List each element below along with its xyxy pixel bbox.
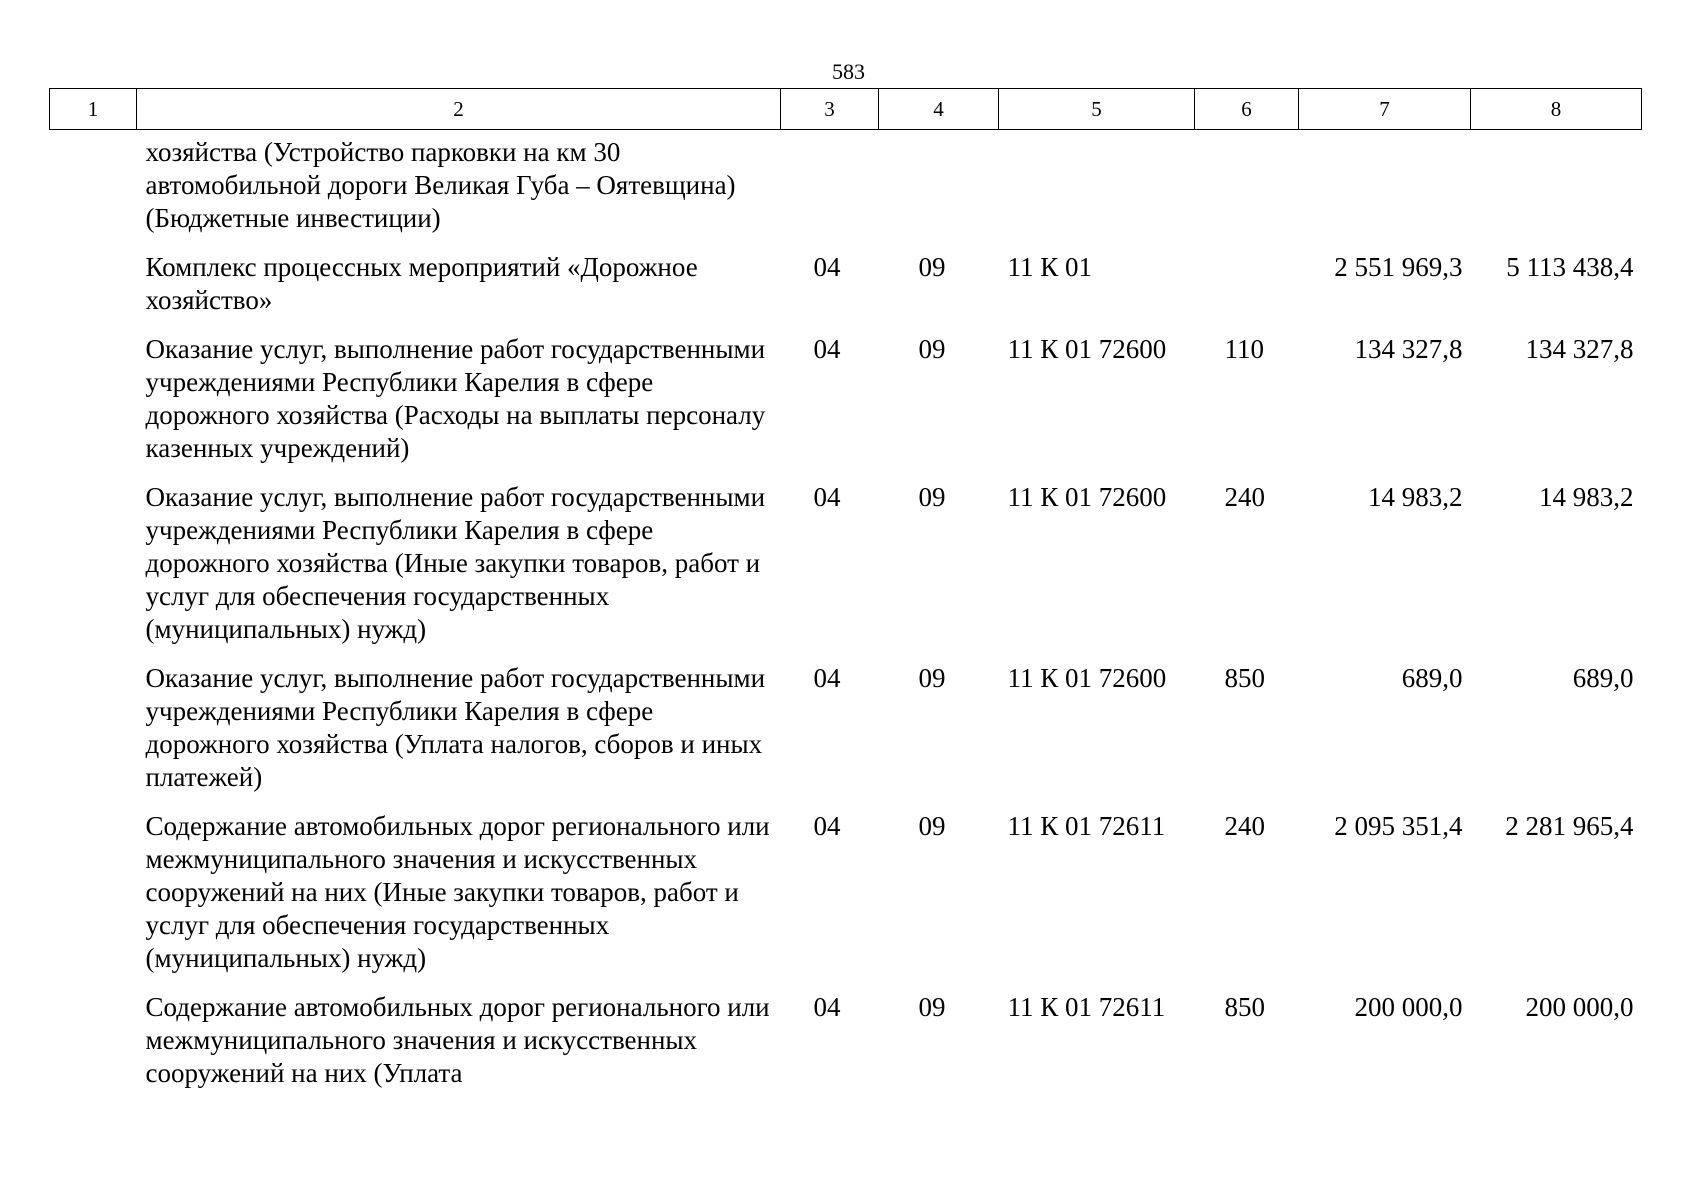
row-amount-col7: 689,0 xyxy=(1401,663,1463,693)
empty-cell xyxy=(781,130,879,252)
row-subsection: 09 xyxy=(918,992,946,1022)
table-row xyxy=(50,481,1642,662)
row-target-article: 11 К 01 72611 xyxy=(1007,992,1166,1022)
row-target-article: 11 К 01 xyxy=(1007,252,1093,282)
row-subsection: 09 xyxy=(918,334,946,364)
empty-cell xyxy=(879,130,999,252)
row-target-article: 11 К 01 72600 xyxy=(1007,334,1167,364)
budget-table xyxy=(49,88,1642,1106)
row-amount-col8: 14 983,2 xyxy=(1539,482,1634,512)
row-subsection: 09 xyxy=(918,252,946,282)
row-description: Содержание автомобильных дорог регионального или межмуниципального значения и искусственных сооружений на них (Уплата xyxy=(145,992,770,1088)
table-row xyxy=(50,810,1642,991)
row-expense-type xyxy=(1195,251,1299,333)
column-number-8: 8 xyxy=(1471,89,1642,130)
row-target-article: 11 К 01 72600 xyxy=(1007,663,1167,693)
row-amount-col7: 14 983,2 xyxy=(1368,482,1463,512)
empty-cell xyxy=(50,333,137,481)
column-number-3: 3 xyxy=(781,89,879,130)
row-section: 04 xyxy=(813,992,841,1022)
table-row xyxy=(50,251,1642,333)
row-section: 04 xyxy=(813,663,841,693)
row-amount-col7: 2 551 969,3 xyxy=(1334,252,1463,282)
row-amount-col8: 2 281 965,4 xyxy=(1505,811,1634,841)
row-target-article: 11 К 01 72611 xyxy=(1007,811,1166,841)
row-section: 04 xyxy=(813,334,841,364)
row-subsection: 09 xyxy=(918,482,946,512)
row-amount-col8: 5 113 438,4 xyxy=(1506,252,1634,282)
row-amount-col7: 134 327,8 xyxy=(1354,334,1463,364)
empty-cell xyxy=(1471,130,1642,252)
column-number-4: 4 xyxy=(879,89,999,130)
row-expense-type: 240 xyxy=(1224,811,1265,841)
row-amount-col8: 200 000,0 xyxy=(1525,992,1634,1022)
row-section: 04 xyxy=(813,252,841,282)
table-row-continuation xyxy=(50,130,1642,252)
row-target-article: 11 К 01 72600 xyxy=(1007,482,1167,512)
row-amount-col7: 200 000,0 xyxy=(1354,992,1463,1022)
column-number-6: 6 xyxy=(1195,89,1299,130)
empty-cell xyxy=(50,130,137,252)
empty-cell xyxy=(1195,130,1299,252)
row-description: Комплекс процессных мероприятий «Дорожное хозяйство» xyxy=(145,252,698,315)
row-expense-type: 240 xyxy=(1224,482,1265,512)
column-number-7: 7 xyxy=(1299,89,1471,130)
row-section: 04 xyxy=(813,811,841,841)
row-description: Содержание автомобильных дорог регионального или межмуниципального значения и искусственных сооружений на них (Иные закупки товаров, работ и услуг для обеспечения государственных (муниципальных) нужд) xyxy=(145,811,770,973)
column-number-5: 5 xyxy=(999,89,1195,130)
empty-cell xyxy=(1299,130,1471,252)
empty-cell xyxy=(50,251,137,333)
continuation-description: хозяйства (Устройство парковки на км 30 автомобильной дороги Великая Губа – Оятевщина) (Бюджетные инвестиции) xyxy=(145,137,736,233)
table-row xyxy=(50,662,1642,810)
table-body xyxy=(50,130,1642,1107)
header-row xyxy=(50,89,1642,130)
table-row xyxy=(50,991,1642,1106)
row-subsection: 09 xyxy=(918,663,946,693)
row-expense-type: 850 xyxy=(1224,992,1265,1022)
empty-cell xyxy=(50,991,137,1106)
row-description: Оказание услуг, выполнение работ государственными учреждениями Республики Карелия в сфере дорожного хозяйства (Иные закупки товаров, работ и услуг для обеспечения государственных (муниципальных) нужд) xyxy=(145,482,766,644)
row-amount-col8: 134 327,8 xyxy=(1525,334,1634,364)
row-description: Оказание услуг, выполнение работ государственными учреждениями Республики Карелия в сфере дорожного хозяйства (Расходы на выплаты персоналу казенных учреждений) xyxy=(145,334,766,463)
column-number-1: 1 xyxy=(50,89,137,130)
row-expense-type: 110 xyxy=(1224,334,1264,364)
empty-cell xyxy=(50,662,137,810)
table-row xyxy=(50,333,1642,481)
empty-cell xyxy=(50,810,137,991)
page-number: 583 xyxy=(832,59,865,84)
row-description: Оказание услуг, выполнение работ государственными учреждениями Республики Карелия в сфере дорожного хозяйства (Уплата налогов, сборов и иных платежей) xyxy=(145,663,766,792)
column-number-2: 2 xyxy=(137,89,781,130)
empty-cell xyxy=(50,481,137,662)
row-section: 04 xyxy=(813,482,841,512)
row-subsection: 09 xyxy=(918,811,946,841)
row-expense-type: 850 xyxy=(1224,663,1265,693)
table-header xyxy=(50,89,1642,130)
row-amount-col8: 689,0 xyxy=(1572,663,1634,693)
empty-cell xyxy=(999,130,1195,252)
row-amount-col7: 2 095 351,4 xyxy=(1334,811,1463,841)
